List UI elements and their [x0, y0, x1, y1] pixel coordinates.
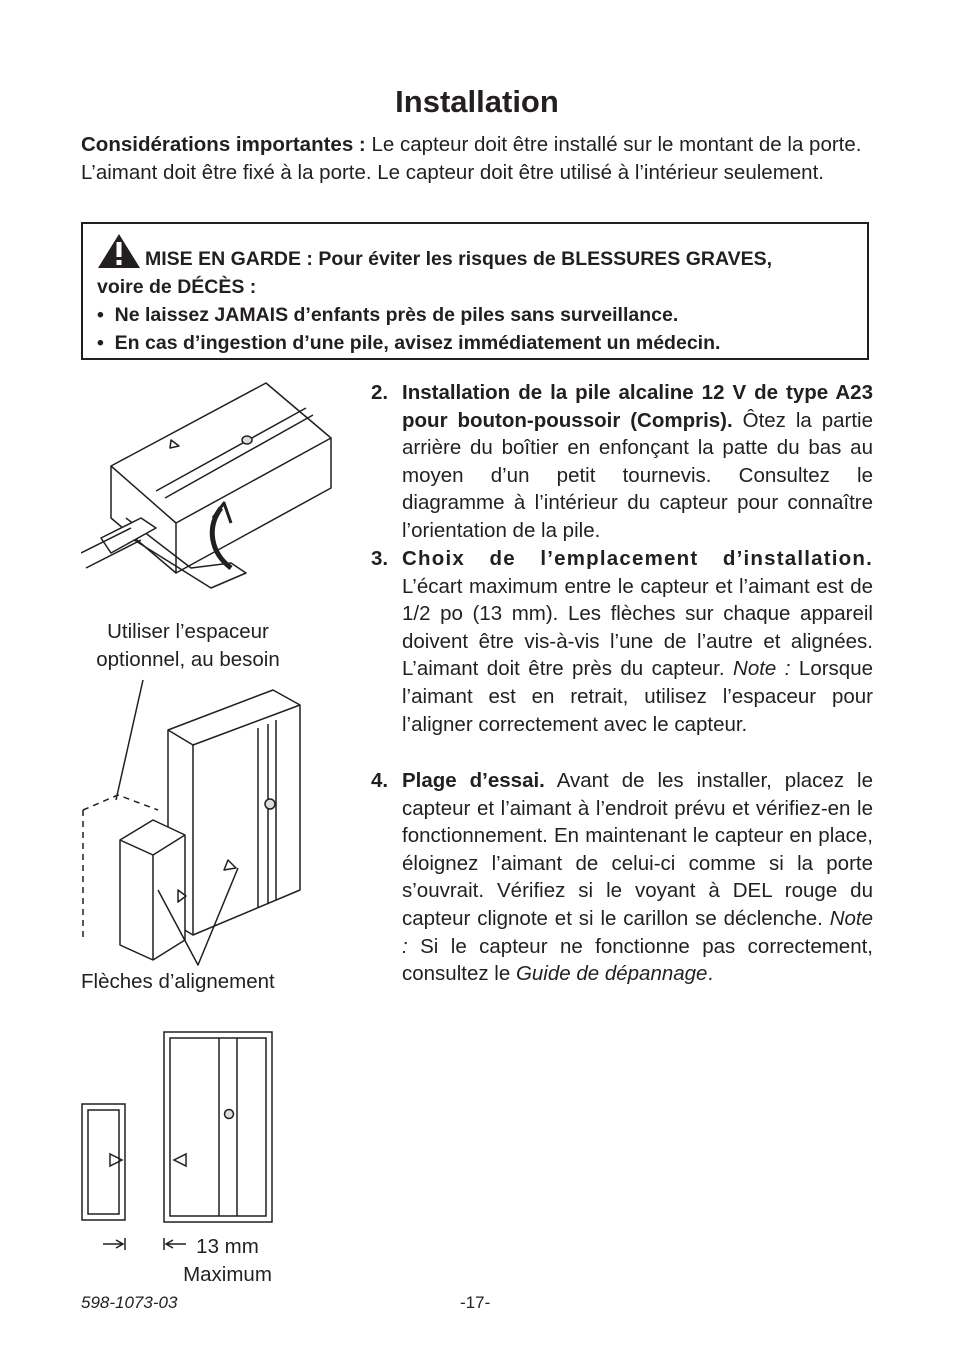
step-number: 3.: [371, 547, 389, 570]
spacer-label: Utiliser l’espaceur optionnel, au besoin: [96, 620, 280, 671]
warning-triangle-icon: [97, 233, 141, 269]
alignment-arrows-label: Flèches d’alignement: [81, 970, 275, 993]
intro-paragraph: [81, 131, 873, 187]
step-heading: Plage d’essai.: [402, 769, 545, 792]
intro-bold: Considérations importantes :: [81, 133, 366, 156]
battery-install-illustration: [81, 378, 351, 598]
warning-bullet-2: • En cas d’ingestion d’une pile, avisez immédiatement un médecin.: [97, 332, 721, 354]
warning-box: [81, 222, 869, 360]
step-3: 3. Choix de l’emplacement d’installation. L’écart maximum entre le capteur et l’aimant est de 1/2 po (13 mm). Les flèches sur chaque appareil doivent être vis-à-vis l’une de l’autre et alignées. L’aimant doit être près du capteur. Note : Lorsque l’aimant est en retrait, utilisez l’espaceur pour l’aligner correctement avec le capteur.: [371, 547, 873, 736]
step-heading: Installation de la pile alcaline 12 V de type A23 pour bouton-poussoir (Compris).: [402, 381, 873, 432]
step-heading: Choix de l’emplacement d’installation.: [402, 547, 873, 570]
gap-label: 13 mm Maximum: [183, 1235, 272, 1286]
step-4: 4. Plage d’essai. Avant de les installer, placez le capteur et l’aimant à l’endroit prévu et vérifiez-en le fonctionnement. En maintenant le capteur en place, éloignez l’aimant de celui-ci comme si la porte s’ouvrait. Vérifiez si le voyant à DEL rouge du capteur clignote et si le carillon se déclenche. Note : Si le capteur ne fonctionne pas correctement, consultez le Guide de dépannage.: [371, 769, 873, 986]
step-number: 2.: [371, 381, 389, 404]
alignment-illustration: [78, 670, 308, 970]
warning-line-2: voire de DÉCÈS :: [97, 276, 257, 298]
warning-line-1: MISE EN GARDE : Pour éviter les risques de BLESSURES GRAVES,: [145, 248, 773, 270]
intro-text: Le capteur doit être installé sur le montant de la porte. L’aimant doit être fixé à la porte. Le capteur doit être utilisé à l’intérieur seulement.: [81, 133, 862, 184]
warning-bullet-1: • Ne laissez JAMAIS d’enfants près de piles sans surveillance.: [97, 304, 679, 326]
document-code: 598-1073-03: [81, 1293, 178, 1312]
page-number: -17-: [460, 1293, 491, 1312]
step-number: 4.: [371, 769, 389, 792]
page-title: Installation: [395, 84, 559, 119]
gap-diagram: [78, 1028, 278, 1258]
step-2: 2. Installation de la pile alcaline 12 V de type A23 pour bouton-poussoir (Compris). Ôtez la partie arrière du boîtier en enfonçant la patte du bas au moyen d’un petit tournevis. Consultez le diagramme à l’intérieur du capteur pour connaître l’orientation de la pile.: [371, 381, 873, 542]
